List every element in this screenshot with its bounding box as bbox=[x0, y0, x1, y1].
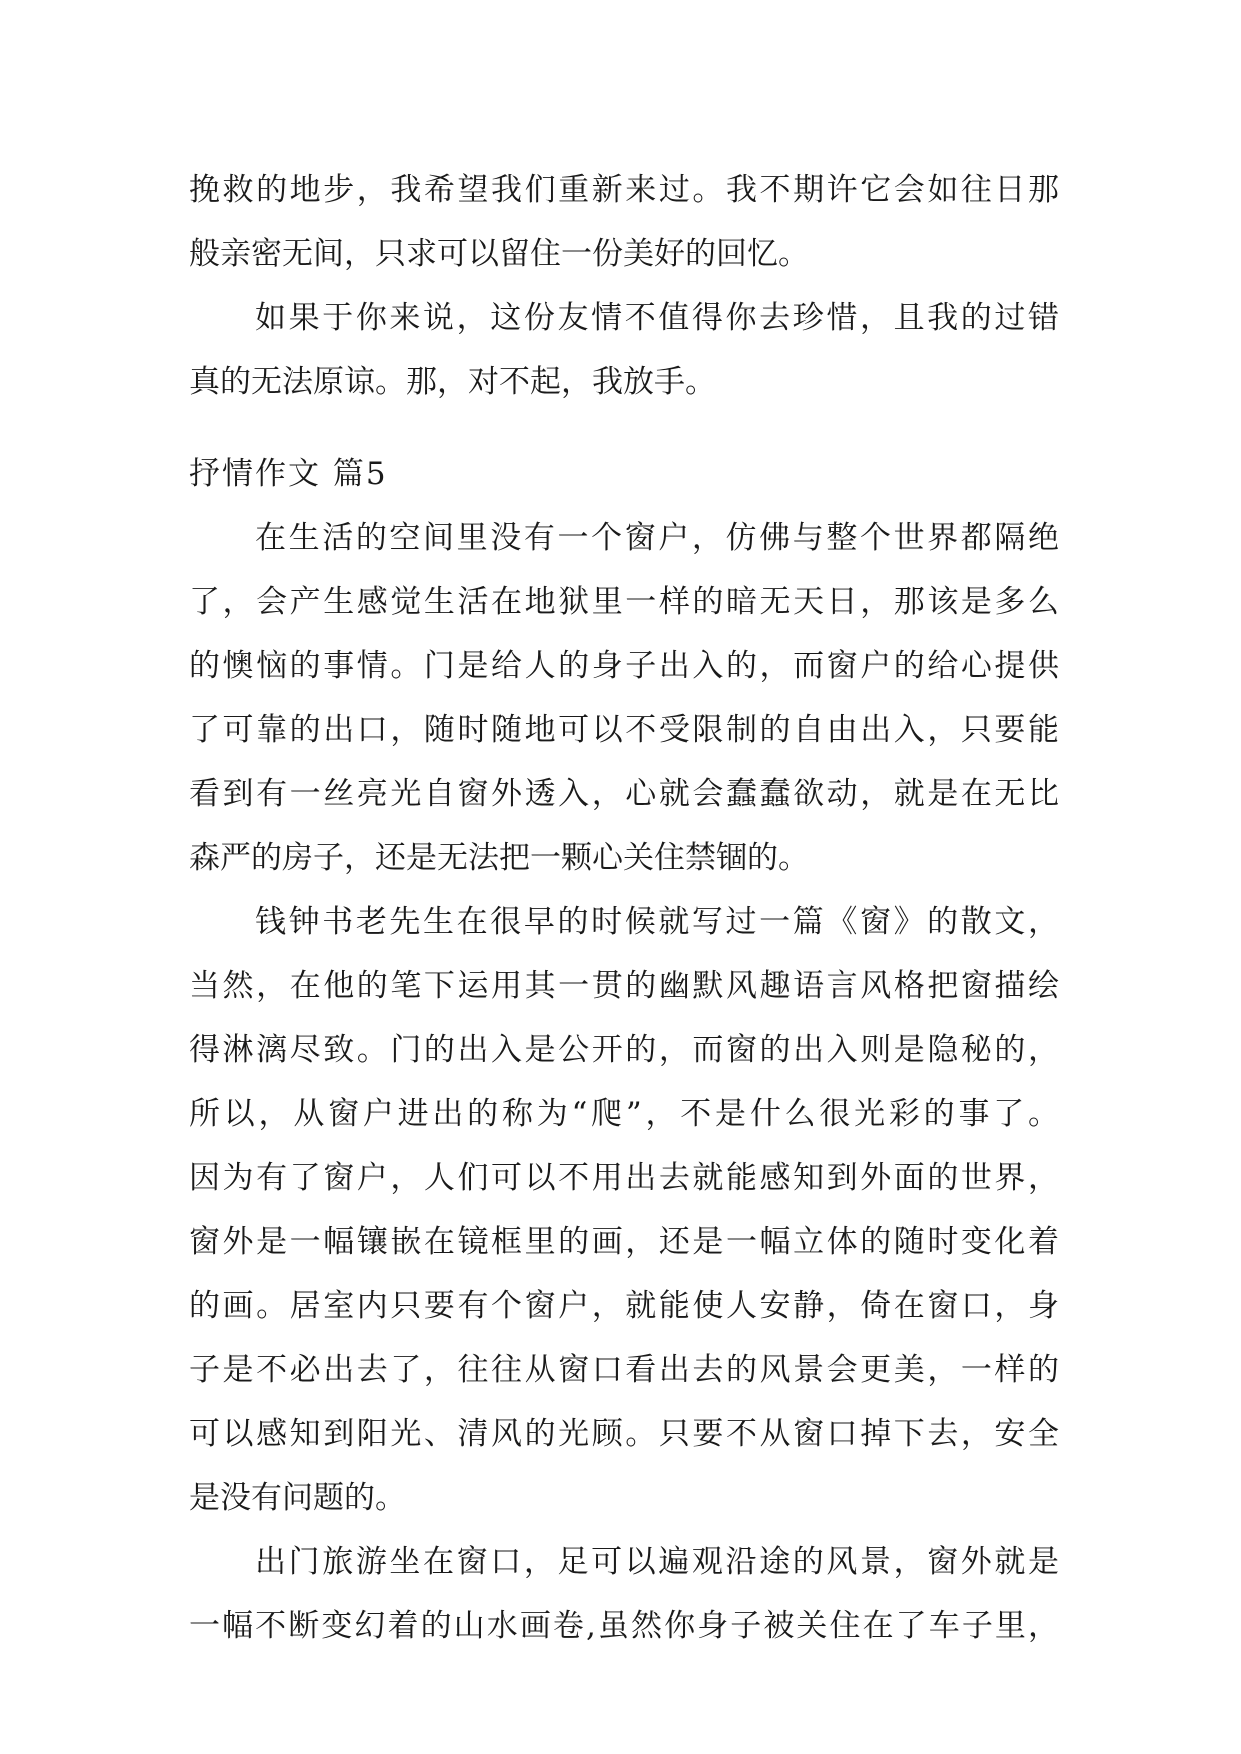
paragraph-qian bbox=[189, 890, 1059, 1530]
text-line: 钱钟书老先生在很早的时候就写过一篇《窗》的散文， bbox=[255, 904, 1059, 940]
text-line: 的懊恼的事情。门是给人的身子出入的，而窗户的给心提供 bbox=[189, 648, 1059, 684]
text-line: 挽救的地步，我希望我们重新来过。我不期许它会如往日那 bbox=[189, 172, 1059, 208]
text-line: 可以感知到阳光、清风的光顾。只要不从窗口掉下去，安全 bbox=[189, 1416, 1059, 1452]
text-line: 当然，在他的笔下运用其一贯的幽默风趣语言风格把窗描绘 bbox=[189, 968, 1059, 1004]
paragraph-travel bbox=[189, 1530, 1059, 1658]
text-line: 一幅不断变幻着的山水画卷,虽然你身子被关住在了车子里， bbox=[189, 1608, 1059, 1644]
section-heading: 抒情作文 篇5 bbox=[189, 456, 388, 492]
paragraph-window bbox=[189, 506, 1059, 890]
text-line: 所以，从窗户进出的称为“爬”，不是什么很光彩的事了。 bbox=[189, 1096, 1059, 1132]
text-line: 因为有了窗户，人们可以不用出去就能感知到外面的世界， bbox=[189, 1160, 1059, 1196]
text-line: 了，会产生感觉生活在地狱里一样的暗无天日，那该是多么 bbox=[189, 584, 1059, 620]
text-line: 般亲密无间，只求可以留住一份美好的回忆。 bbox=[189, 236, 809, 272]
text-line: 窗外是一幅镶嵌在镜框里的画，还是一幅立体的随时变化着 bbox=[189, 1224, 1059, 1260]
text-line: 看到有一丝亮光自窗外透入，心就会蠢蠢欲动，就是在无比 bbox=[189, 776, 1059, 812]
text-line: 真的无法原谅。那，对不起，我放手。 bbox=[189, 364, 716, 400]
text-line: 得淋漓尽致。门的出入是公开的，而窗的出入则是隐秘的， bbox=[189, 1032, 1059, 1068]
text-line: 了可靠的出口，随时随地可以不受限制的自由出入，只要能 bbox=[189, 712, 1059, 748]
text-line: 如果于你来说，这份友情不值得你去珍惜，且我的过错 bbox=[255, 300, 1059, 336]
document-body bbox=[189, 158, 1059, 1658]
paragraph-intro bbox=[189, 158, 1059, 286]
text-line: 子是不必出去了，往往从窗口看出去的风景会更美，一样的 bbox=[189, 1352, 1059, 1388]
text-line: 是没有问题的。 bbox=[189, 1480, 406, 1516]
text-line: 出门旅游坐在窗口，足可以遍观沿途的风景，窗外就是 bbox=[255, 1544, 1059, 1580]
text-line: 在生活的空间里没有一个窗户，仿佛与整个世界都隔绝 bbox=[255, 520, 1059, 556]
text-line: 的画。居室内只要有个窗户，就能使人安静，倚在窗口，身 bbox=[189, 1288, 1059, 1324]
text-line: 森严的房子，还是无法把一颗心关住禁锢的。 bbox=[189, 840, 809, 876]
paragraph-forgive bbox=[189, 286, 1059, 414]
section-spacer bbox=[189, 414, 1059, 442]
